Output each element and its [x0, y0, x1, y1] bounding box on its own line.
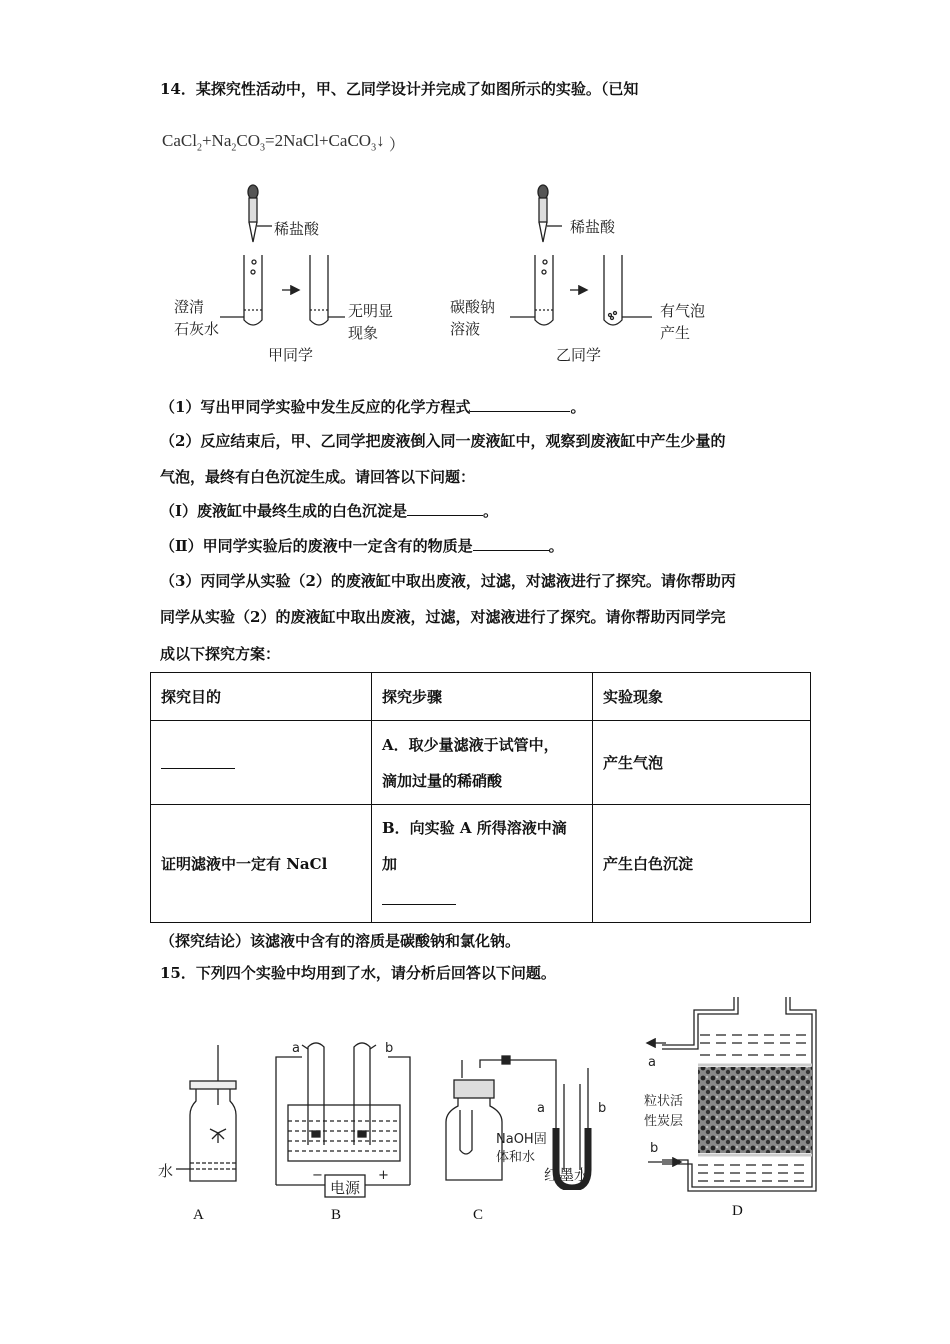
q15-intro: 15．下列四个实验中均用到了水，请分析后回答以下问题。: [160, 964, 556, 982]
q14-part2-II: （Ⅱ）甲同学实验后的废液中一定含有的物质是 。: [160, 537, 564, 555]
fig-d-label-b: b: [650, 1141, 659, 1156]
right-acid-label: 稀盐酸: [570, 218, 616, 236]
q14-part2-line2: 气泡，最终有白色沉淀生成。请回答以下问题：: [160, 468, 476, 486]
fig-d-label-a: a: [648, 1055, 656, 1070]
fig-b-plus: +: [378, 1168, 389, 1183]
fig-c-small-tube: [460, 1110, 472, 1154]
left-test-tube-1: [244, 255, 262, 325]
carbon-layer: [698, 1067, 812, 1153]
left-test-tube-2: [310, 255, 328, 325]
right-liquid-label-2: 溶液: [450, 320, 481, 338]
left-liquid-label-2: 石灰水: [174, 320, 220, 338]
answer-blank[interactable]: [382, 889, 456, 905]
fig-c-caption: C: [473, 1207, 484, 1223]
fig-c-ink-label: 红墨水: [544, 1166, 590, 1184]
row1-purpose: [151, 721, 372, 805]
left-liquid-label-1: 澄清: [174, 298, 205, 316]
row2-phenomenon: 产生白色沉淀: [593, 805, 811, 923]
right-liquid-label-1: 碳酸钠: [450, 298, 496, 316]
q14-part3-line2: 同学从实验（2）的废液缸中取出废液，过滤，对滤液进行了探究。请你帮助丙同学完: [160, 608, 726, 626]
left-result-label-1: 无明显: [348, 302, 394, 320]
right-caption: 乙同学: [556, 346, 602, 364]
right-test-tube-1: [535, 255, 553, 325]
fig-c-label-b: b: [598, 1101, 607, 1116]
probe-table: [150, 672, 811, 923]
left-result-label-2: 现象: [348, 324, 379, 342]
q14-part1: （1）写出甲同学实验中发生反应的化学方程式 。: [160, 398, 586, 416]
row2-purpose: 证明滤液中一定有 NaCl: [151, 805, 372, 923]
left-acid-label: 稀盐酸: [274, 220, 320, 238]
fig-d-caption: D: [732, 1203, 743, 1219]
q14-part2-line1: （2）反应结束后，甲、乙同学把废液倒入同一废液缸中，观察到废液缸中产生少量的: [160, 432, 726, 450]
q14-equation: $CaCl_2+Na_2CO_3=2NaCl+CaCO_3↓$ ）: [162, 131, 405, 154]
q14-part2-I: （Ⅰ）废液缸中最终生成的白色沉淀是 。: [160, 502, 499, 520]
spark-icon: [210, 1129, 226, 1143]
row1-steps: A．取少量滤液于试管中， 滴加过量的稀硝酸: [372, 721, 593, 805]
fig-b-power-label: 电源: [330, 1179, 361, 1197]
fig-a-water-label: 水: [158, 1162, 174, 1180]
answer-blank[interactable]: [470, 396, 570, 412]
right-result-label-1: 有气泡: [660, 302, 706, 320]
row1-phenomenon: 产生气泡: [593, 721, 811, 805]
table-header-row: [151, 673, 811, 721]
fig-c-naoh-label-2: 体和水: [496, 1150, 536, 1165]
right-test-tube-2: [604, 255, 622, 325]
fig-d-carbon-label-1: 粒状活: [644, 1094, 684, 1109]
q14-part3-line3: 成以下探究方案：: [160, 645, 281, 663]
header-steps: 探究步骤: [372, 673, 593, 721]
fig-b-minus: −: [312, 1168, 323, 1183]
fig-c-naoh-label-1: NaOH固: [496, 1132, 547, 1147]
answer-blank[interactable]: [473, 535, 549, 551]
fig-d-carbon-label-2: 性炭层: [644, 1114, 684, 1129]
left-dropper-icon: [248, 185, 272, 242]
fig-a-caption: A: [193, 1207, 204, 1223]
q14-intro: 14．某探究性活动中，甲、乙同学设计并完成了如图所示的实验。（已知: [160, 80, 639, 98]
q14-conclusion: （探究结论）该滤液中含有的溶质是碳酸钠和氯化钠。: [160, 932, 521, 950]
right-electrode-tube: [354, 1043, 370, 1145]
table-row: [151, 721, 811, 805]
fig-c-label-a: a: [537, 1101, 545, 1116]
fig-b-label-b: b: [385, 1041, 394, 1056]
answer-blank[interactable]: [407, 500, 483, 516]
fig-b-caption: B: [331, 1207, 342, 1223]
header-purpose: 探究目的: [151, 673, 372, 721]
table-row: [151, 805, 811, 923]
right-dropper-icon: [538, 185, 562, 242]
fig-b-label-a: a: [292, 1041, 300, 1056]
q14-part3-line1: （3）丙同学从实验（2）的废液缸中取出废液，过滤，对滤液进行了探究。请你帮助丙: [160, 572, 736, 590]
left-electrode-tube: [308, 1043, 324, 1145]
header-phenomenon: 实验现象: [593, 673, 811, 721]
answer-blank[interactable]: [161, 753, 235, 769]
right-result-label-2: 产生: [660, 324, 691, 342]
row2-steps: B．向实验 A 所得溶液中滴 加: [372, 805, 593, 923]
left-caption: 甲同学: [268, 346, 314, 364]
